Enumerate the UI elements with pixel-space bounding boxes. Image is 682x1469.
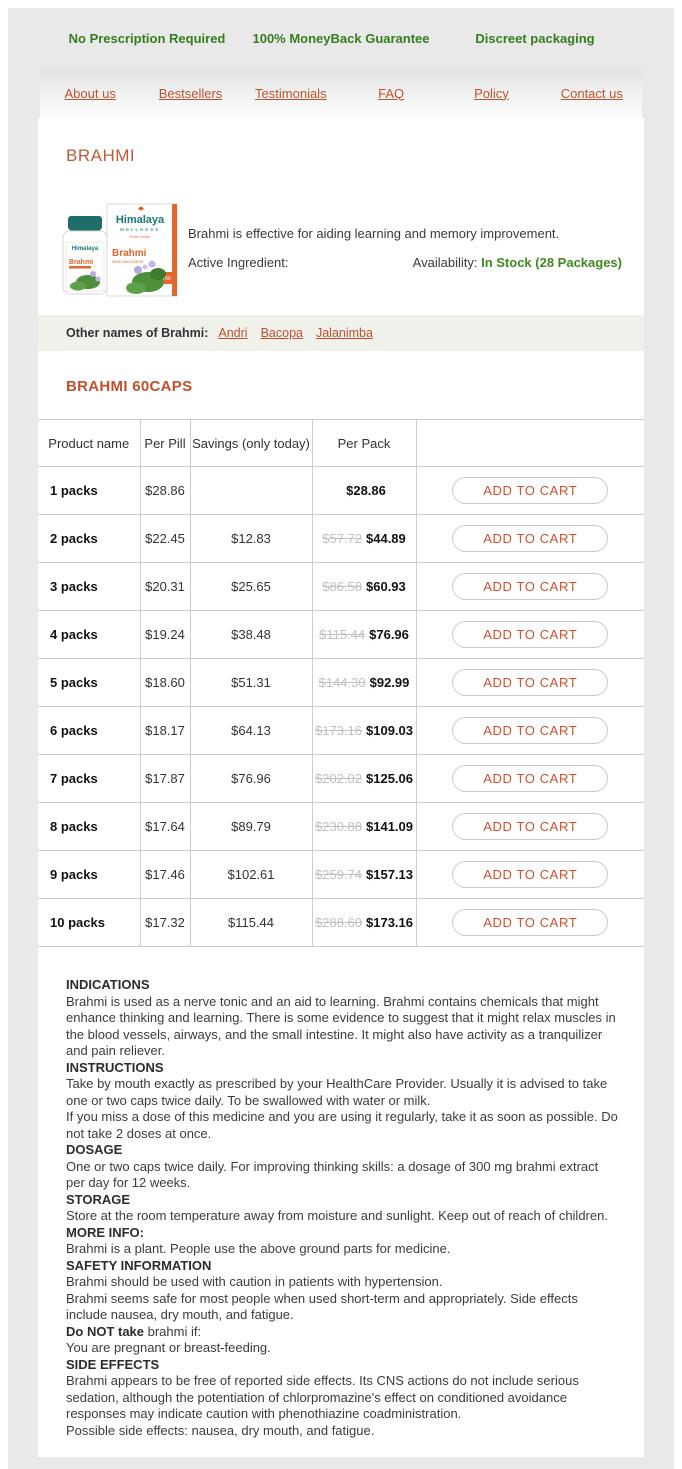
price-row	[38, 803, 644, 851]
cart-cell	[416, 659, 644, 707]
column-header-savings: Savings (only today)	[190, 420, 312, 467]
per-pill-price: $17.64	[140, 803, 190, 851]
nav-link-about-us[interactable]: About us	[64, 85, 116, 101]
new-price: $44.89	[366, 531, 406, 546]
pack-name: 6 packs	[38, 707, 140, 755]
cart-cell	[416, 611, 644, 659]
new-price: $109.03	[366, 723, 413, 738]
box-brand-text: Himalaya	[115, 214, 165, 226]
per-pill-price: $20.31	[140, 563, 190, 611]
box-subbrand-text: WELLNESS	[119, 227, 161, 232]
price-row	[38, 899, 644, 947]
add-to-cart-button[interactable]: ADD TO CART	[452, 573, 608, 600]
new-price: $60.93	[366, 579, 406, 594]
info-paragraph: Brahmi is used as a nerve tonic and an aid to learning. Brahmi contains chemicals that might enhance thinking and learning. There is some evidence to suggest that it might relax muscles in the blood vessels, airways, and the small intestine. It might also have activity as a tranquilizer and pain reliever.	[66, 993, 616, 1058]
per-pack-price	[312, 899, 416, 947]
nav-link-contact-us[interactable]: Contact us	[560, 85, 623, 101]
new-price: $125.06	[366, 771, 413, 786]
pack-name: 2 packs	[38, 515, 140, 563]
cart-cell	[416, 851, 644, 899]
column-header-cart	[416, 420, 644, 467]
box-tagline-text: MIND WELLNESS	[112, 260, 144, 264]
per-pack-price	[312, 611, 416, 659]
new-price: $76.96	[369, 627, 409, 642]
info-section-more-info	[66, 1225, 618, 1258]
info-heading: SAFETY INFORMATION	[66, 1257, 212, 1273]
new-price: $173.16	[366, 915, 413, 930]
product-summary	[38, 166, 644, 299]
availability-label: Availability:	[412, 255, 478, 270]
per-pill-price: $17.46	[140, 851, 190, 899]
price-row	[38, 851, 644, 899]
info-paragraph: Brahmi should be used with caution in patients with hypertension.	[66, 1274, 443, 1289]
main-nav	[40, 68, 642, 118]
savings-value: $51.31	[190, 659, 312, 707]
price-row	[38, 467, 644, 515]
box-pure-text: Pure Herbs	[129, 234, 151, 239]
product-meta	[180, 196, 622, 299]
savings-value: $25.65	[190, 563, 312, 611]
info-heading: MORE INFO:	[66, 1224, 144, 1240]
info-section-instructions	[66, 1060, 618, 1143]
info-paragraph: One or two caps twice daily. For improving thinking skills: a dosage of 300 mg brahmi extract per day for 12 weeks.	[66, 1158, 599, 1190]
savings-value: $64.13	[190, 707, 312, 755]
info-section-do-not-take	[66, 1324, 618, 1357]
add-to-cart-button[interactable]: ADD TO CART	[452, 525, 608, 552]
content-card	[38, 118, 644, 1457]
availability-value: In Stock (28 Packages)	[481, 255, 622, 270]
add-to-cart-button[interactable]: ADD TO CART	[452, 909, 608, 936]
product-meta-row	[188, 255, 622, 270]
pack-name: 1 packs	[38, 467, 140, 515]
info-heading: INSTRUCTIONS	[66, 1059, 164, 1075]
add-to-cart-button[interactable]: ADD TO CART	[452, 621, 608, 648]
old-price: $173.16	[315, 723, 362, 738]
banner-discreet: Discreet packaging	[475, 30, 595, 46]
savings-value	[190, 467, 312, 515]
other-name-link-bacopa[interactable]: Bacopa	[260, 326, 303, 340]
per-pack-price	[312, 803, 416, 851]
old-price: $288.60	[315, 915, 362, 930]
box-count-text: 60	[165, 276, 171, 282]
other-names-label: Other names of Brahmi:	[66, 326, 209, 340]
savings-value: $102.61	[190, 851, 312, 899]
availability	[413, 255, 622, 270]
pack-name: 4 packs	[38, 611, 140, 659]
other-name-link-jalanimba[interactable]: Jalanimba	[315, 326, 373, 340]
top-banner	[8, 8, 674, 68]
new-price: $157.13	[366, 867, 413, 882]
per-pack-price	[312, 515, 416, 563]
info-heading-bold: Do NOT take	[66, 1323, 145, 1339]
info-section-dosage	[66, 1142, 618, 1192]
per-pill-price: $17.32	[140, 899, 190, 947]
other-names-bar	[38, 315, 644, 351]
old-price: $144.30	[318, 675, 366, 690]
per-pack-price	[312, 755, 416, 803]
per-pack-price	[312, 467, 416, 515]
banner-no-prescription: No Prescription Required	[68, 30, 226, 46]
per-pill-price: $17.87	[140, 755, 190, 803]
bottle-brand-text: Himalaya	[71, 246, 99, 252]
info-paragraph: Store at the room temperature away from moisture and sunlight. Keep out of reach of children.	[66, 1208, 608, 1223]
savings-value: $89.79	[190, 803, 312, 851]
bottle-name-text: Brahmi	[69, 259, 94, 266]
info-paragraph: Brahmi is a plant. People use the above ground parts for medicine.	[66, 1241, 451, 1256]
page-background	[8, 8, 674, 1469]
info-paragraph: If you miss a dose of this medicine and you are using it regularly, take it as soon as possible. Do not take 2 doses at once.	[66, 1109, 618, 1141]
info-paragraph: You are pregnant or breast-feeding.	[66, 1340, 271, 1355]
cart-cell	[416, 515, 644, 563]
savings-value: $76.96	[190, 755, 312, 803]
column-header-per-pack: Per Pack	[312, 420, 416, 467]
price-row	[38, 755, 644, 803]
add-to-cart-button[interactable]: ADD TO CART	[452, 813, 608, 840]
per-pill-price: $28.86	[140, 467, 190, 515]
product-info	[38, 947, 644, 1441]
nav-link-policy[interactable]: Policy	[474, 85, 509, 101]
info-section-safety	[66, 1258, 618, 1324]
cart-cell	[416, 899, 644, 947]
pack-name: 10 packs	[38, 899, 140, 947]
info-heading-rest: brahmi if:	[144, 1323, 202, 1339]
per-pill-price: $19.24	[140, 611, 190, 659]
savings-value: $12.83	[190, 515, 312, 563]
info-paragraph: Brahmi appears to be free of reported side effects. Its CNS actions do not include serious sedation, although the potentiation of chlorpromazine's effect on conditioned avoidance responses may indicate caution with phenothiazine coadministration.	[66, 1373, 579, 1421]
pack-name: 9 packs	[38, 851, 140, 899]
pack-name: 8 packs	[38, 803, 140, 851]
pack-name: 5 packs	[38, 659, 140, 707]
new-price: $92.99	[369, 675, 410, 690]
pack-title: BRAHMI 60CAPS	[66, 378, 193, 395]
info-heading: DOSAGE	[66, 1142, 123, 1157]
pack-name: 3 packs	[38, 563, 140, 611]
per-pill-price: $22.45	[140, 515, 190, 563]
pack-name: 7 packs	[38, 755, 140, 803]
savings-value: $38.48	[190, 611, 312, 659]
info-section-side-effects	[66, 1357, 618, 1440]
info-heading: STORAGE	[66, 1191, 131, 1207]
old-price: $86.58	[322, 579, 362, 594]
new-price: $28.86	[346, 483, 386, 498]
price-row	[38, 515, 644, 563]
old-price: $259.74	[315, 867, 362, 882]
info-section-indications	[66, 977, 618, 1060]
column-header-per-pill: Per Pill	[140, 420, 190, 467]
nav-link-faq[interactable]: FAQ	[378, 85, 405, 101]
per-pack-price	[312, 659, 416, 707]
info-section-storage	[66, 1192, 618, 1225]
add-to-cart-button[interactable]: ADD TO CART	[452, 765, 608, 792]
active-ingredient-label: Active Ingredient:	[188, 255, 289, 270]
info-heading: INDICATIONS	[66, 977, 150, 992]
per-pack-price	[312, 851, 416, 899]
nav-link-bestsellers[interactable]: Bestsellers	[158, 85, 223, 101]
product-image	[60, 196, 180, 299]
old-price: $115.44	[319, 627, 366, 642]
product-description: Brahmi is effective for aiding learning and memory improvement.	[188, 226, 560, 241]
old-price: $230.88	[315, 819, 362, 834]
cart-cell	[416, 563, 644, 611]
add-to-cart-button[interactable]: ADD TO CART	[452, 861, 608, 888]
info-paragraph: Take by mouth exactly as prescribed by your HealthCare Provider. Usually it is advised to take one or two caps twice daily. To be swallowed with water or milk.	[66, 1076, 608, 1108]
old-price: $57.72	[322, 531, 362, 546]
add-to-cart-button[interactable]: ADD TO CART	[452, 477, 608, 504]
savings-value: $115.44	[190, 899, 312, 947]
other-name-link-andri[interactable]: Andri	[218, 326, 248, 340]
add-to-cart-button[interactable]: ADD TO CART	[452, 717, 608, 744]
box-name-text: Brahmi	[112, 248, 147, 259]
cart-cell	[416, 467, 644, 515]
price-row	[38, 563, 644, 611]
cart-cell	[416, 755, 644, 803]
per-pack-price	[312, 707, 416, 755]
cart-cell	[416, 803, 644, 851]
new-price: $141.09	[366, 819, 413, 834]
cart-cell	[416, 707, 644, 755]
info-heading: SIDE EFFECTS	[66, 1356, 160, 1372]
per-pill-price: $18.17	[140, 707, 190, 755]
pricing-header-row	[38, 420, 644, 467]
nav-link-testimonials[interactable]: Testimonials	[255, 85, 327, 101]
per-pack-price	[312, 563, 416, 611]
page-title: BRAHMI	[66, 146, 136, 165]
info-paragraph: Brahmi seems safe for most people when used short-term and appropriately. Side effects include nausea, dry mouth, and fatigue.	[66, 1290, 578, 1322]
price-row	[38, 659, 644, 707]
per-pill-price: $18.60	[140, 659, 190, 707]
price-row	[38, 611, 644, 659]
banner-moneyback: 100% MoneyBack Guarantee	[252, 30, 430, 46]
column-header-product-name: Product name	[38, 420, 140, 467]
add-to-cart-button[interactable]: ADD TO CART	[452, 669, 608, 696]
pricing-table	[38, 419, 644, 947]
info-paragraph: Possible side effects: nausea, dry mouth, and fatigue.	[66, 1422, 375, 1438]
info-heading-inline	[66, 1324, 618, 1341]
old-price: $202.02	[315, 771, 362, 786]
price-row	[38, 707, 644, 755]
